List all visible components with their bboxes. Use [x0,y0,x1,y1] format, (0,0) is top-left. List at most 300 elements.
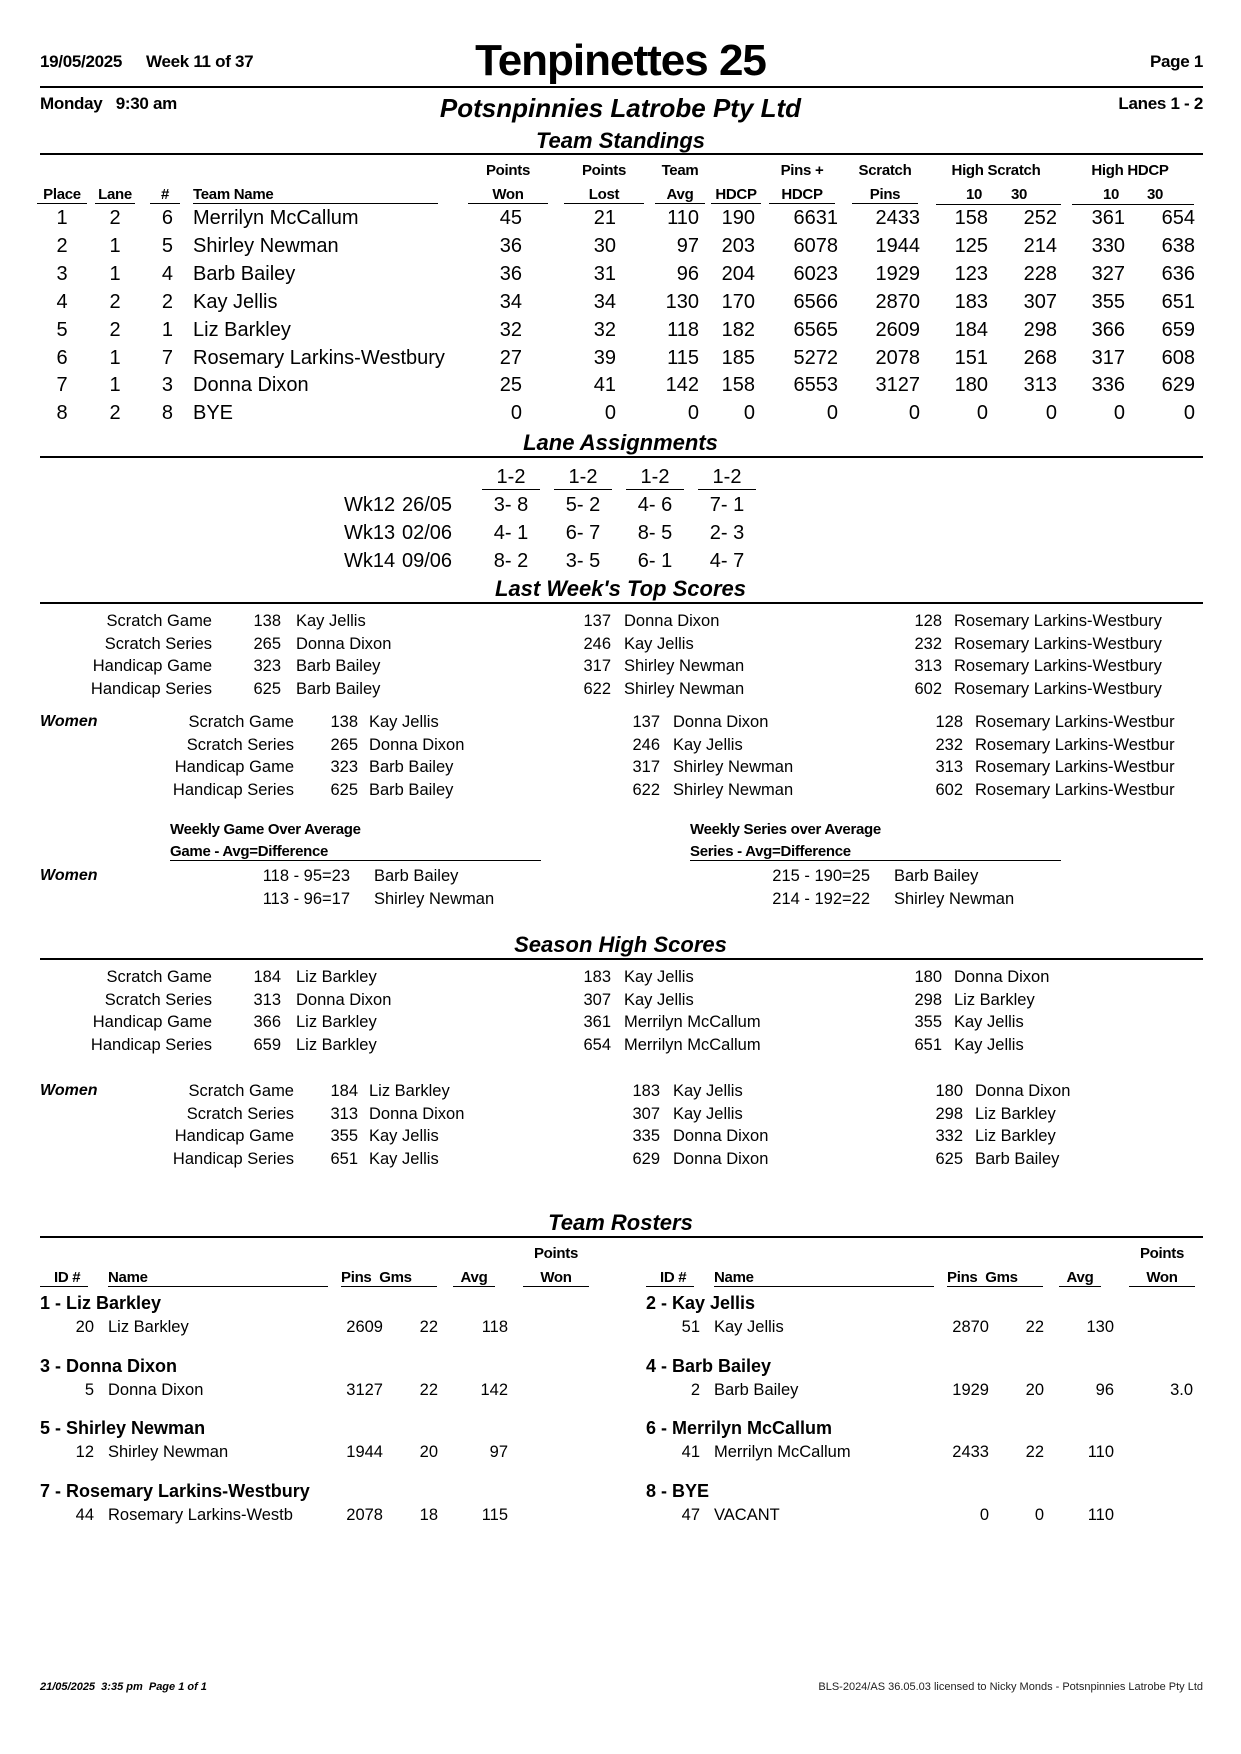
high-scratch-10: 123 [954,262,988,285]
score-value: 128 [935,713,963,731]
high-hdcp-30: 638 [1161,234,1195,257]
bowler-name: Donna Dixon [108,1380,204,1399]
high-scratch-30: 0 [1045,402,1057,425]
week-info: Week 11 of 37 [146,52,254,71]
scratch-pins: 1929 [875,262,920,285]
lane-divider [40,456,1203,458]
bowler-name: Rosemary Larkins-Westbur [975,780,1175,799]
bowler-name: Donna Dixon [673,1149,769,1168]
bowler-name: Barb Bailey [369,758,454,776]
score-value: 323 [253,657,281,675]
game-diff: 113 - 96=17 [262,889,350,908]
standings-header-high-scratch: High Scratch [951,162,1041,179]
high-hdcp-10: 317 [1091,346,1125,369]
high-scratch-30: 252 [1023,207,1057,229]
lane-header: 1-2 [554,466,612,490]
lane-pair: 3- 8 [493,494,529,516]
score-value: 355 [330,1127,358,1145]
points-won: 45 [499,207,522,229]
bowler-games: 20 [1025,1380,1044,1399]
standings-header-team-avg-top: Team [661,162,699,179]
hdcp: 170 [721,290,755,313]
high-scratch-underline [936,204,1061,205]
roster-header-avg: Avg [1059,1269,1101,1287]
roster-team-title: 4 - Barb Bailey [646,1355,772,1376]
roster-header-pins-gms: Pins Gms [947,1269,1043,1287]
points-lost: 21 [593,207,616,229]
bowler-pins: 2433 [952,1443,989,1461]
hdcp: 203 [721,234,755,257]
score-value: 366 [253,1013,281,1031]
place: 4 [56,290,68,313]
game-over-avg-subtitle: Game - Avg=Difference [170,843,541,861]
score-value: 313 [253,990,281,1009]
roster-team-title: 2 - Kay Jellis [646,1293,756,1313]
high-hdcp-30: 608 [1161,346,1195,369]
bowler-name: Kay Jellis [369,1149,439,1168]
scratch-pins: 3127 [875,374,920,397]
bowler-id: 44 [75,1505,94,1524]
bowler-name: Donna Dixon [624,612,720,630]
bowler-avg: 118 [481,1318,508,1336]
bowler-avg: 110 [1087,1505,1114,1524]
team-avg: 0 [687,402,699,425]
roster-header-id: ID # [646,1269,694,1287]
hdcp: 185 [721,346,755,369]
bowler-pins: 1929 [952,1380,989,1399]
score-category: Scratch Series [186,735,294,754]
team-name: Merrilyn McCallum [193,207,359,229]
team-avg: 118 [667,318,699,341]
points-lost: 39 [593,346,616,369]
team-avg: 130 [665,290,699,313]
score-category: Scratch Series [186,1104,294,1123]
bowler-pins: 1944 [346,1443,383,1461]
score-value: 184 [253,968,281,986]
roster-header-points: Points [1139,1245,1185,1262]
points-won: 0 [510,402,522,425]
lane-date: 26/05 [402,494,453,516]
high-hdcp-10: 330 [1091,234,1125,257]
lane-pair: 4- 1 [493,522,529,544]
lane-pair: 8- 5 [637,522,673,544]
pins-hdcp: 5272 [793,346,838,369]
standings-header-team: Team Name [193,186,438,204]
bowler-name: Barb Bailey [894,867,979,885]
high-scratch-10: 183 [954,290,988,313]
bowler-pins: 0 [979,1505,989,1524]
standings-header-hh30: 30 [1146,186,1164,203]
bowler-name: Kay Jellis [954,1035,1024,1054]
score-value: 654 [583,1035,611,1054]
bowler-id: 41 [681,1443,700,1461]
score-value: 183 [583,968,611,986]
score-value: 265 [253,634,281,653]
standings-header-place: Place [37,186,87,204]
lane-week: Wk14 [344,550,396,572]
score-value: 651 [914,1035,942,1054]
lane-week: Wk13 [344,522,396,544]
standings-header-points-lost: Lost [564,186,644,204]
bowler-name: Shirley Newman [894,889,1015,908]
bowler-name: Barb Bailey [296,679,381,698]
score-value: 651 [330,1149,358,1168]
scratch-pins: 2078 [875,346,920,369]
score-value: 323 [330,758,358,776]
bowler-name: Shirley Newman [374,889,495,908]
pins-hdcp: 0 [826,402,838,425]
high-scratch-10: 158 [954,207,988,229]
bowler-name: Shirley Newman [108,1443,229,1461]
high-hdcp-10: 327 [1091,262,1125,285]
bowler-name: Donna Dixon [975,1082,1071,1100]
high-hdcp-10: 0 [1113,402,1125,425]
score-value: 355 [914,1013,942,1031]
score-value: 137 [632,713,660,731]
bowler-name: Kay Jellis [624,990,694,1009]
score-value: 138 [253,612,281,630]
lane-date: 02/06 [402,522,453,544]
standings-header-hdcp: HDCP [711,186,761,204]
roster-header-id: ID # [40,1269,88,1287]
team-number: 3 [161,374,173,397]
bowler-avg: 142 [480,1380,508,1399]
score-category: Handicap Series [172,1149,294,1168]
score-value: 625 [330,780,358,799]
bowler-name: Barb Bailey [374,867,459,885]
score-value: 246 [583,634,611,653]
bowler-name: Rosemary Larkins-Westbury [954,612,1162,630]
organization-name: Potsnpinnies Latrobe Pty Ltd [439,93,802,123]
score-value: 313 [330,1104,358,1123]
score-value: 307 [632,1104,660,1123]
lane-pair: 4- 6 [637,494,673,516]
bowler-pins: 3127 [346,1380,383,1399]
bowler-name: Kay Jellis [673,735,743,754]
rosters-title: Team Rosters [548,1210,693,1235]
bowler-id: 2 [690,1380,700,1399]
bowler-name: Shirley Newman [624,657,745,675]
standings-header-pins-hdcp-top: Pins + [780,162,824,179]
score-value: 137 [583,612,611,630]
hdcp: 158 [721,374,755,397]
bowler-games: 22 [419,1318,438,1336]
high-scratch-10: 184 [954,318,988,341]
bowler-name: Liz Barkley [975,1104,1056,1123]
roster-header-avg: Avg [453,1269,495,1287]
pins-hdcp: 6023 [793,262,838,285]
score-value: 317 [583,657,611,675]
bowler-name: Donna Dixon [673,1127,769,1145]
team-number: 8 [161,402,173,425]
lane: 2 [109,318,121,341]
place: 2 [56,234,68,257]
bowler-name: Rosemary Larkins-Westbury [954,634,1162,653]
bowler-name: Rosemary Larkins-Westbury [954,657,1162,675]
bowler-name: Kay Jellis [369,1127,439,1145]
report-date: 19/05/2025 [40,52,123,71]
bowler-pins: 2609 [346,1318,383,1336]
roster-header-name: Name [108,1269,328,1287]
score-category: Handicap Series [90,1035,212,1054]
bowler-avg: 96 [1095,1380,1114,1399]
scratch-pins: 2433 [875,207,920,229]
team-name: Donna Dixon [193,374,309,397]
points-won: 32 [499,318,522,341]
team-name: Liz Barkley [193,318,291,341]
score-value: 184 [330,1082,358,1100]
score-value: 625 [935,1149,963,1168]
high-hdcp-underline [1072,204,1194,205]
series-diff: 214 - 192=22 [772,889,870,908]
standings-header-lane: Lane [95,186,135,204]
score-value: 602 [935,780,963,799]
bowler-name: Shirley Newman [673,780,794,799]
team-name: BYE [193,402,234,425]
standings-header-points-won-top: Points [485,162,531,179]
team-avg: 96 [676,262,699,285]
team-avg: 110 [667,207,699,229]
score-value: 335 [632,1127,660,1145]
team-number: 5 [161,234,173,257]
bowler-name: Rosemary Larkins-Westb [108,1505,293,1524]
lane-pair: 3- 5 [565,550,601,572]
bowler-name: Kay Jellis [673,1082,743,1100]
score-value: 622 [632,780,660,799]
points-won: 27 [499,346,522,369]
standings-header-scratch-pins-top: Scratch [858,162,912,179]
lane-pair: 5- 2 [565,494,601,516]
season-high-title: Season High Scores [514,932,727,957]
high-scratch-10: 125 [954,234,988,257]
score-value: 602 [914,679,942,698]
score-category: Handicap Game [92,657,212,675]
lane-pair: 7- 1 [709,494,745,516]
points-lost: 41 [593,374,616,397]
bowler-avg: 110 [1087,1443,1114,1461]
high-scratch-30: 214 [1023,234,1057,257]
high-scratch-30: 313 [1023,374,1057,397]
bowler-name: Donna Dixon [296,634,392,653]
bowler-id: 5 [84,1380,94,1399]
bowler-name: Donna Dixon [673,713,769,731]
bowler-name: Liz Barkley [296,1035,377,1054]
team-name: Kay Jellis [193,290,278,313]
bowler-name: Rosemary Larkins-Westbur [975,758,1175,776]
standings-header-hs30: 30 [1010,186,1028,203]
bowler-name: Donna Dixon [954,968,1050,986]
high-hdcp-10: 355 [1091,290,1125,313]
lane-header: 1-2 [698,466,756,490]
last-week-divider [40,602,1203,604]
bowler-name: Liz Barkley [108,1318,189,1336]
points-won: 25 [499,374,522,397]
bowler-name: Rosemary Larkins-Westbury [954,679,1162,698]
header-divider [40,86,1203,88]
score-category: Scratch Game [188,713,294,731]
team-name: Rosemary Larkins-Westbury [193,346,445,369]
lane: 2 [109,207,121,229]
score-value: 622 [583,679,611,698]
standings-header-pins-hdcp: HDCP [769,186,835,204]
bowler-games: 22 [1025,1318,1044,1336]
points-lost: 31 [593,262,616,285]
place: 6 [56,346,68,369]
lane: 2 [109,402,121,425]
lane-week: Wk12 [344,494,396,516]
team-number: 4 [161,262,173,285]
lane-pair: 4- 7 [709,550,745,572]
score-value: 138 [330,713,358,731]
score-value: 183 [632,1082,660,1100]
series-diff: 215 - 190=25 [772,867,870,885]
bowler-name: Kay Jellis [714,1318,784,1336]
score-value: 361 [583,1013,611,1031]
place: 8 [56,402,68,425]
score-value: 332 [935,1127,963,1145]
score-value: 246 [632,735,660,754]
high-hdcp-10: 366 [1091,318,1125,341]
roster-header-won: Won [1129,1269,1195,1287]
series-over-avg-title: Weekly Series over Average [690,821,881,838]
roster-header-pins-gms: Pins Gms [341,1269,437,1287]
roster-team-title: 3 - Donna Dixon [40,1355,178,1376]
score-category: Scratch Series [104,634,212,653]
hdcp: 204 [721,262,755,285]
bowler-name: Barb Bailey [296,657,381,675]
bowler-name: Kay Jellis [954,1013,1024,1031]
series-over-avg-subtitle: Series - Avg=Difference [690,843,1061,861]
score-value: 625 [253,679,281,698]
lane: 1 [109,346,121,369]
lane: 1 [109,234,121,257]
footer-timestamp: 21/05/2025 3:35 pm Page 1 of 1 [40,1681,207,1693]
score-value: 313 [935,758,963,776]
scratch-pins: 1944 [875,234,920,257]
bowler-name: Barb Bailey [975,1149,1060,1168]
score-value: 298 [935,1104,963,1123]
points-won: 36 [499,262,522,285]
high-scratch-30: 268 [1023,346,1057,369]
score-category: Scratch Game [106,612,212,630]
high-scratch-30: 228 [1023,262,1057,285]
high-hdcp-30: 629 [1161,374,1195,397]
roster-header-name: Name [714,1269,934,1287]
points-won: 36 [499,234,522,257]
page-number: Page 1 [1149,52,1203,71]
points-won: 34 [499,290,522,313]
team-avg: 97 [676,234,699,257]
points-lost: 30 [593,234,616,257]
pins-hdcp: 6553 [793,374,838,397]
bowler-id: 47 [681,1505,700,1524]
bowler-name: Merrilyn McCallum [714,1443,851,1461]
lane-date: 09/06 [402,550,453,572]
bowler-id: 20 [75,1318,94,1336]
team-number: 1 [161,318,173,341]
roster-team-title: 6 - Merrilyn McCallum [646,1418,833,1438]
bowler-games: 0 [1034,1505,1044,1524]
bowler-name: Kay Jellis [369,713,439,731]
score-value: 659 [253,1035,281,1054]
lanes-info: Lanes 1 - 2 [1118,94,1203,113]
lane-pair: 8- 2 [493,550,529,572]
standings-header-points-won: Won [468,186,548,204]
team-number: 2 [161,290,173,313]
team-number: 6 [161,207,173,229]
high-hdcp-30: 0 [1183,402,1195,425]
points-lost: 0 [604,402,616,425]
team-avg: 142 [665,374,699,397]
bowler-games: 18 [419,1505,438,1524]
lane-pair: 2- 3 [709,522,745,544]
score-value: 298 [914,990,942,1009]
rosters-divider [40,1236,1203,1238]
lane-pair: 6- 1 [637,550,673,572]
team-avg: 115 [667,346,699,369]
standings-title: Team Standings [535,128,706,153]
bowler-id: 51 [681,1318,700,1336]
score-category: Handicap Series [90,679,212,698]
standings-header-hs10: 10 [965,186,983,203]
pins-hdcp: 6631 [793,207,838,229]
bowler-name: Merrilyn McCallum [624,1035,761,1054]
bowler-name: Shirley Newman [624,679,745,698]
bowler-name: Barb Bailey [714,1380,799,1399]
high-scratch-30: 298 [1023,318,1057,341]
score-value: 313 [914,657,942,675]
pins-hdcp: 6078 [793,234,838,257]
lane-header: 1-2 [482,466,540,490]
season-high-divider [40,958,1203,960]
high-scratch-10: 0 [976,402,988,425]
score-value: 180 [914,968,942,986]
team-name: Barb Bailey [193,262,296,285]
score-category: Scratch Game [188,1082,294,1100]
bowler-avg: 97 [489,1443,508,1461]
place: 1 [56,207,68,229]
roster-team-title: 5 - Shirley Newman [40,1418,206,1438]
place: 3 [56,262,68,285]
lane: 1 [109,374,121,397]
bowler-name: Kay Jellis [296,612,366,630]
team-number: 7 [161,346,173,369]
day-time: Monday 9:30 am [40,94,177,113]
bowler-name: Liz Barkley [369,1082,450,1100]
bowler-name: Liz Barkley [296,968,377,986]
place: 5 [56,318,68,341]
standings-header-team-avg: Avg [655,186,705,204]
score-value: 307 [583,990,611,1009]
score-category: Scratch Series [104,990,212,1009]
bowler-name: Barb Bailey [369,780,454,799]
hdcp: 190 [721,207,755,229]
bowler-games: 20 [419,1443,438,1461]
lane: 1 [109,262,121,285]
roster-header-won: Won [523,1269,589,1287]
place: 7 [56,374,68,397]
bowler-name: Kay Jellis [624,634,694,653]
bowler-games: 22 [419,1380,438,1399]
page-title: Tenpinettes 25 [475,36,766,85]
score-value: 232 [935,735,963,754]
scratch-pins: 0 [908,402,920,425]
women-label: Women [40,713,98,730]
points-lost: 32 [593,318,616,341]
bowler-pins: 2078 [346,1505,383,1524]
bowler-avg: 130 [1086,1318,1114,1336]
bowler-name: VACANT [714,1505,780,1524]
